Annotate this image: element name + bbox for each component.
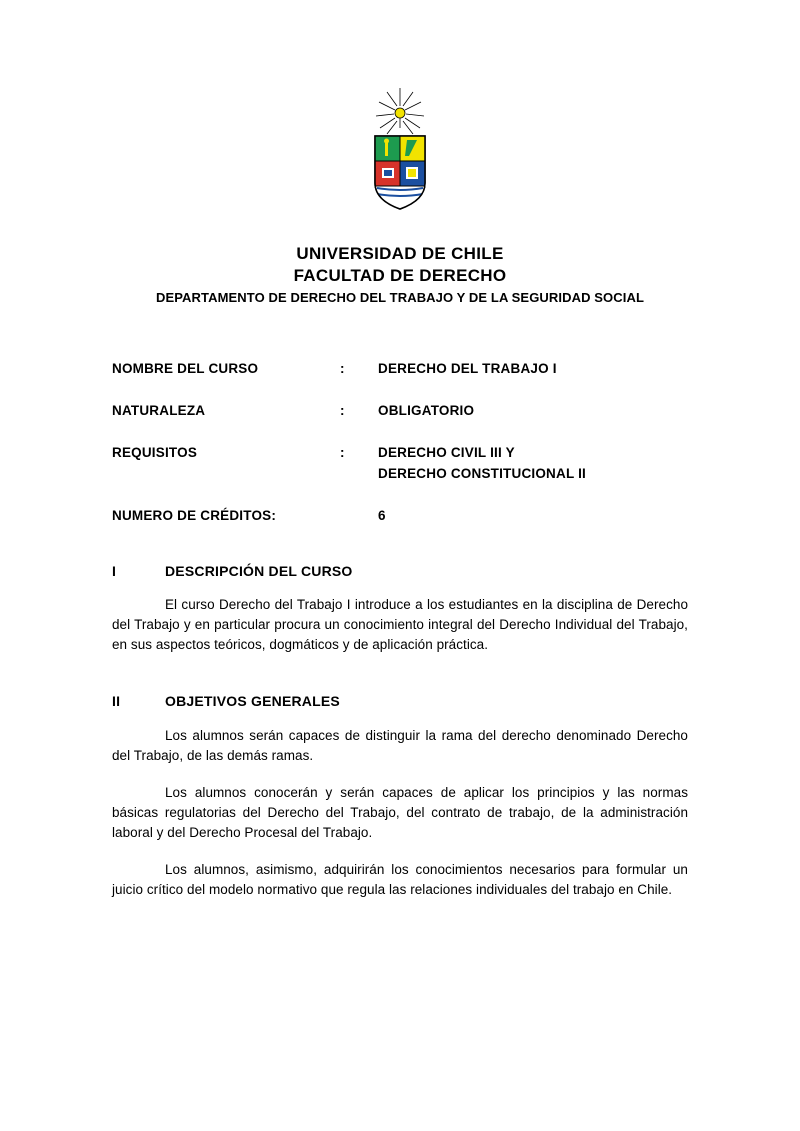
field-colon-requirements: : <box>340 445 345 460</box>
field-colon-credits <box>340 507 378 525</box>
university-crest-icon <box>365 88 435 213</box>
university-name: UNIVERSIDAD DE CHILE <box>296 244 504 263</box>
field-colon-course-name: : <box>340 361 345 376</box>
paragraph: Los alumnos conocerán y serán capaces de aplicar los principios y las normas básicas regulatorias del Derecho del Trabajo, del contrato de trabajo, de la administración laboral y del Derecho Procesal del Trabajo. <box>112 785 688 840</box>
field-colon-nature: : <box>340 403 345 418</box>
section-title: OBJETIVOS GENERALES <box>165 693 340 709</box>
paragraph: Los alumnos, asimismo, adquirirán los conocimientos necesarios para formular un juicio crítico del modelo normativo que regula las relaciones individuales del trabajo en Chile. <box>112 862 688 897</box>
table-row <box>112 402 688 444</box>
document-header <box>112 243 688 308</box>
field-label-credits: NUMERO DE CRÉDITOS: <box>112 508 277 523</box>
course-info-table <box>112 360 688 525</box>
field-value-credits: 6 <box>378 508 386 523</box>
section-title: DESCRIPCIÓN DEL CURSO <box>165 563 353 579</box>
paragraph: Los alumnos serán capaces de distinguir la rama del derecho denominado Derecho del Trabajo, de las demás ramas. <box>112 728 688 763</box>
section-number: II <box>112 693 121 709</box>
table-row <box>112 444 688 507</box>
section-number: I <box>112 563 117 579</box>
field-value-nature: OBLIGATORIO <box>378 403 475 418</box>
field-value-requirements-line1: DERECHO CIVIL III Y <box>378 445 515 460</box>
field-label-requirements: REQUISITOS <box>112 445 198 460</box>
section-heading <box>112 693 688 709</box>
field-value-requirements-line2: DERECHO CONSTITUCIONAL II <box>378 466 587 481</box>
department-name: DEPARTAMENTO DE DERECHO DEL TRABAJO Y DE LA SEGURIDAD SOCIAL <box>155 290 644 305</box>
table-row <box>112 507 688 525</box>
table-row <box>112 360 688 402</box>
section-general-objectives <box>112 693 688 900</box>
crest-container <box>112 0 688 213</box>
field-label-nature: NATURALEZA <box>112 403 206 418</box>
field-value-course-name: DERECHO DEL TRABAJO I <box>378 361 557 376</box>
faculty-name: FACULTAD DE DERECHO <box>293 266 507 285</box>
paragraph: El curso Derecho del Trabajo I introduce a los estudiantes en la disciplina de Derecho del Trabajo y en particular procura un conocimiento integral del Derecho Individual del Trabajo, en sus aspectos teóricos, dogmáticos y de aplicación práctica. <box>112 597 688 652</box>
field-label-course-name: NOMBRE DEL CURSO <box>112 361 259 376</box>
section-heading <box>112 563 688 579</box>
section-description <box>112 563 688 655</box>
field-value-requirements <box>378 444 688 507</box>
